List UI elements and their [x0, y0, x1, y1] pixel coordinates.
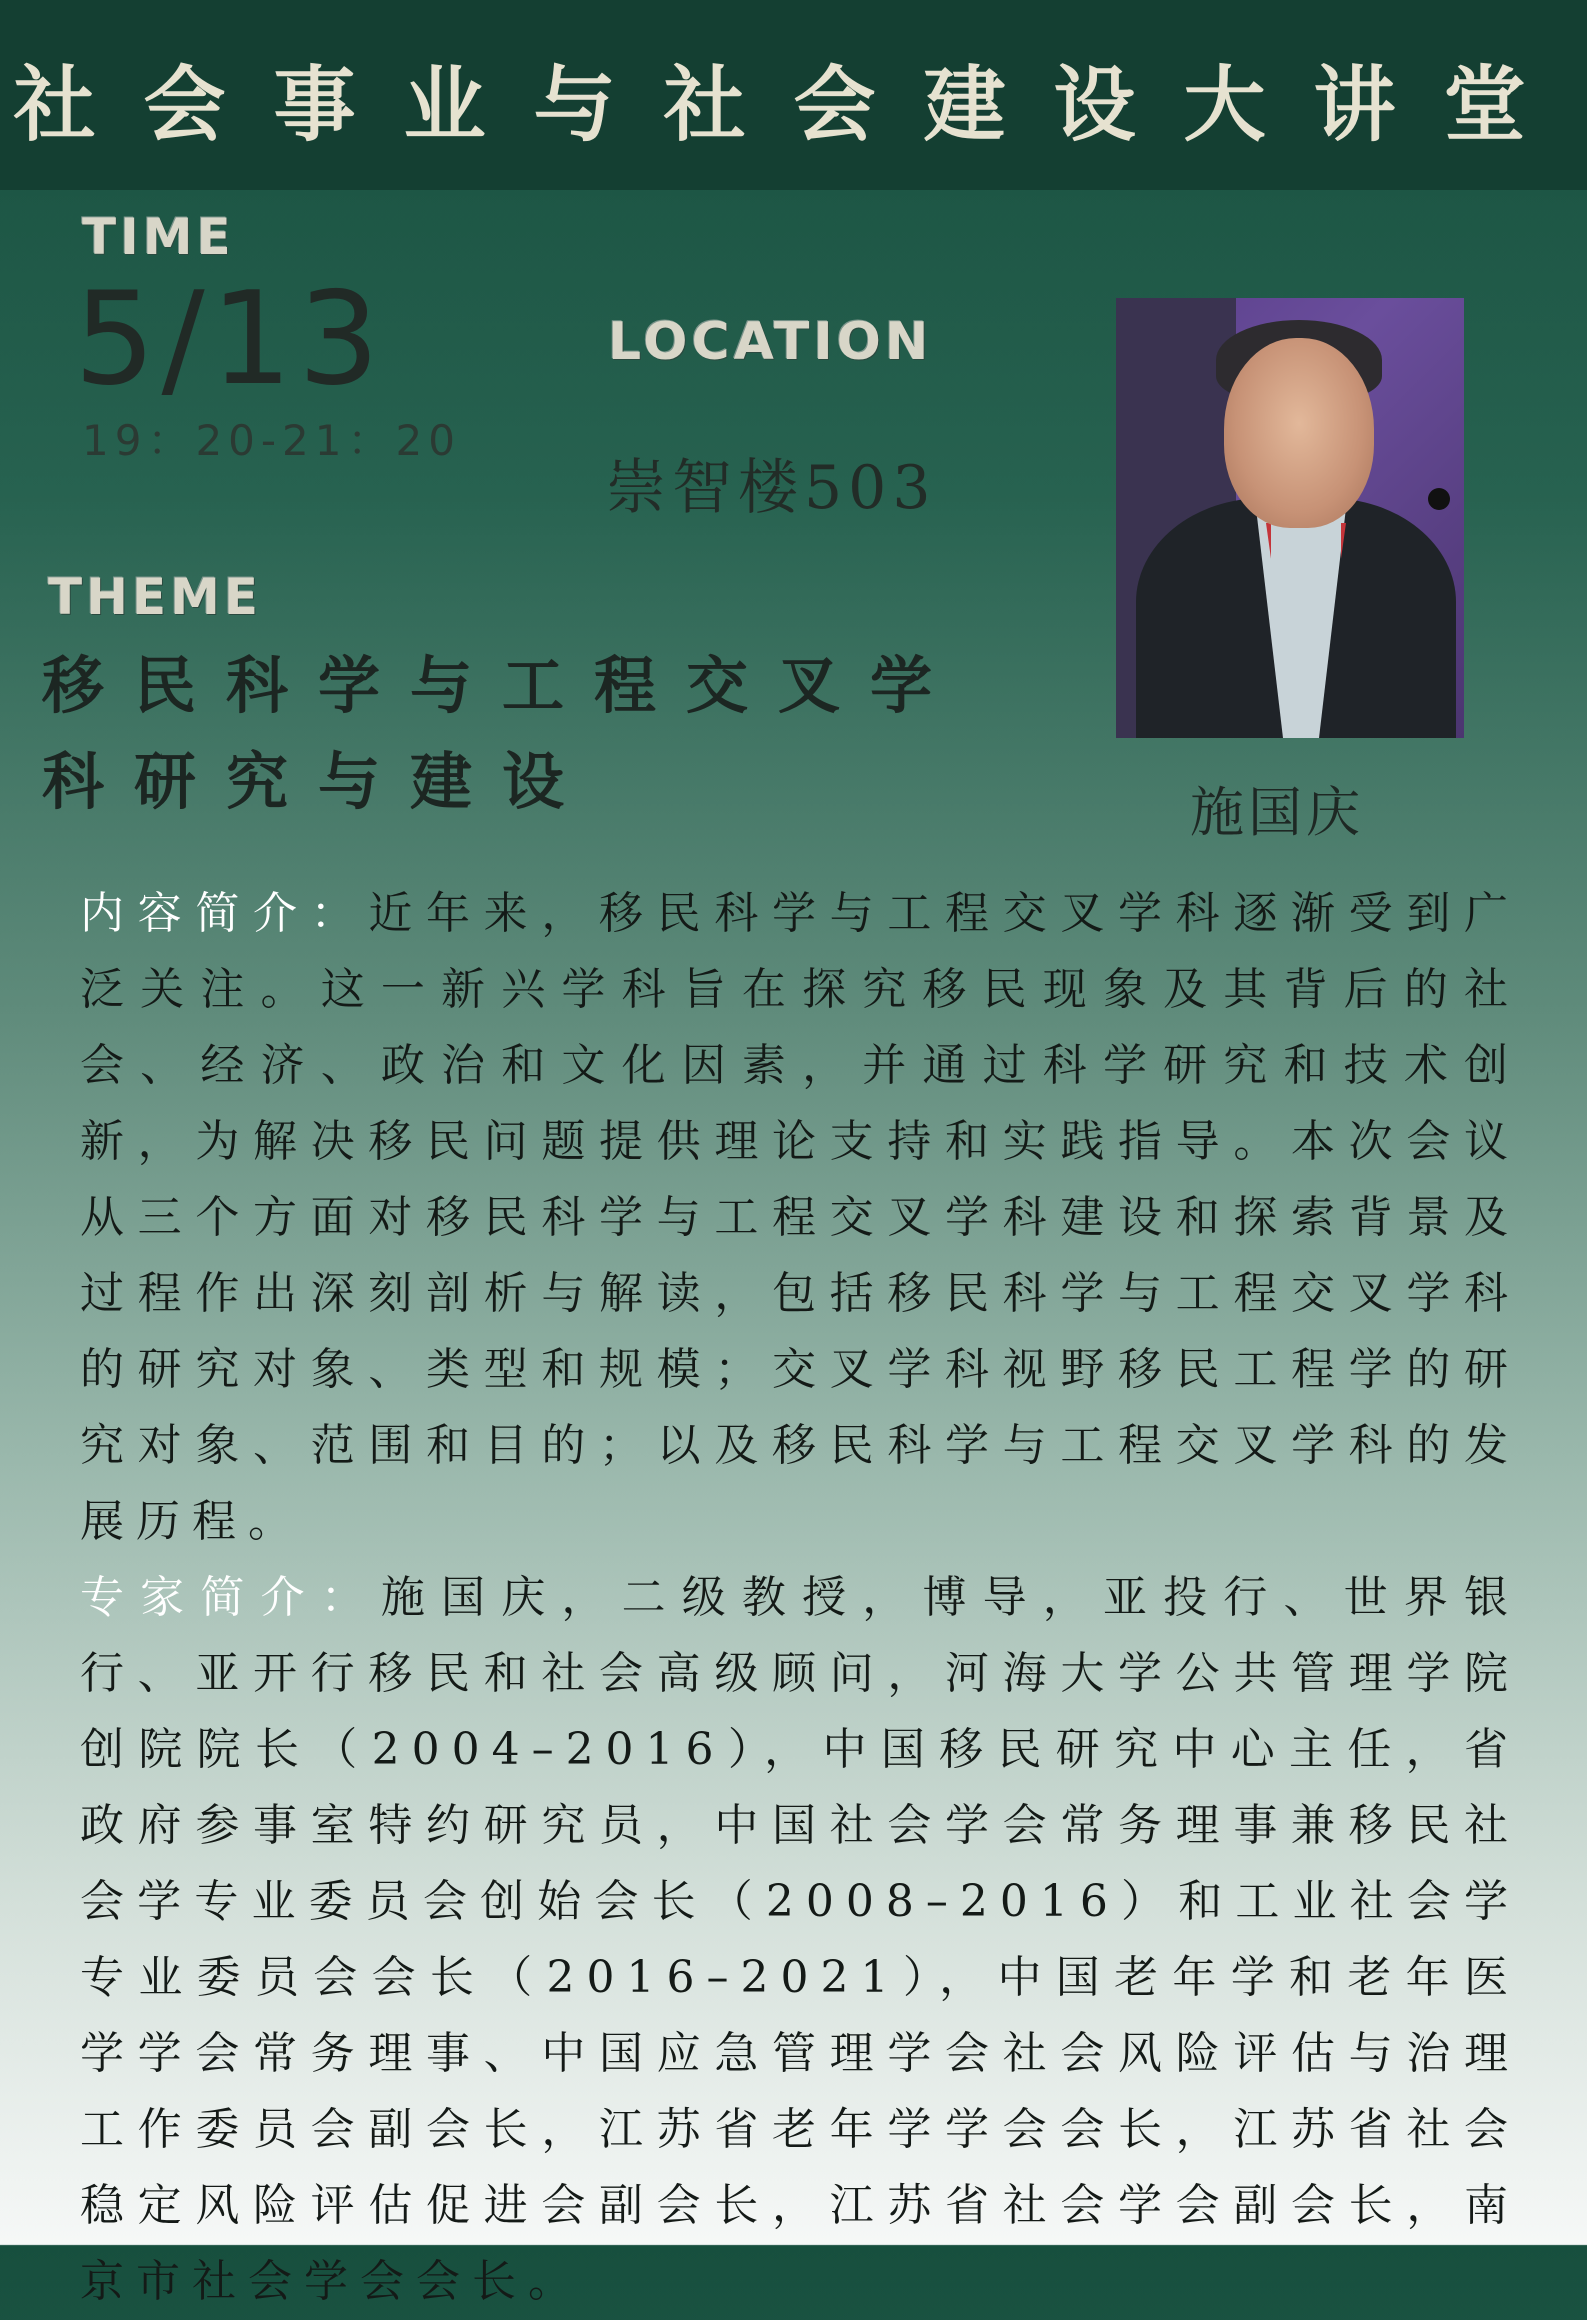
lecture-theme: 移民科学与工程交叉学科研究与建设 [42, 649, 963, 818]
time-label: TIME [82, 208, 235, 266]
event-date: 5/13 [74, 265, 386, 414]
content-intro-text: 近年来，移民科学与工程交叉学科逐渐受到广泛关注。这一新兴学科旨在探究移民现象及其背后的社会、经济、政治和文化因素，并通过科学研究和技术创新，为解决移民问题提供理论支持和实践指导。本次会议从三个方面对移民科学与工程交叉学科建设和探索背景及过程作出深刻剖析与解读，包括移民科学与工程交叉学科的研究对象、类型和规模；交叉学科视野移民工程学的研究对象、范围和目的；以及移民科学与工程交叉学科的发展历程。 [80, 888, 1521, 1547]
expert-intro [80, 1560, 1520, 2320]
content-intro-label: 内容简介： [80, 888, 369, 939]
location-label: LOCATION [608, 312, 933, 372]
event-series-title: 社会事业与社会建设大讲堂 [13, 58, 1574, 153]
event-time: 19：20-21：20 [82, 416, 461, 465]
description-section [80, 876, 1520, 2320]
header-banner [0, 0, 1587, 190]
content-intro [80, 876, 1520, 1560]
event-location: 崇智楼503 [606, 453, 937, 523]
expert-intro-label: 专家简介： [80, 1572, 381, 1623]
expert-intro-text: 施国庆，二级教授，博导，亚投行、世界银行、亚开行移民和社会高级顾问，河海大学公共管理学院创院院长（2004–2016），中国移民研究中心主任，省政府参事室特约研究员，中国社会学会常务理事兼移民社会学专业委员会创始会长（2008–2016）和工业社会学专业委员会会长（2016–2021），中国老年学和老年医学学会常务理事、中国应急管理学会社会风险评估与治理工作委员会副会长，江苏省老年学学会会长，江苏省社会稳定风险评估促进会副会长，江苏省社会学会副会长，南京市社会学会会长。 [80, 1572, 1521, 2307]
speaker-name: 施国庆 [1190, 781, 1364, 844]
speaker-portrait-icon [1116, 298, 1464, 738]
theme-label: THEME [48, 568, 263, 626]
